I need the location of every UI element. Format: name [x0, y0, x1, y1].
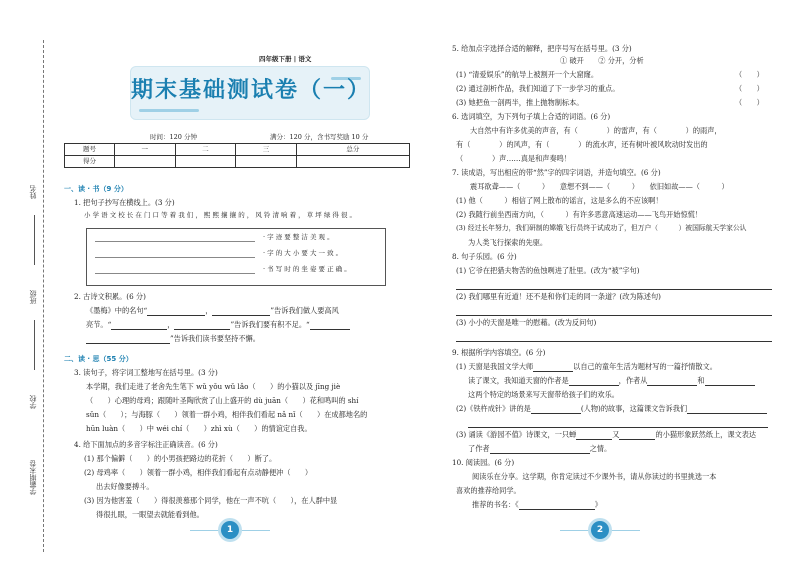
- banner-decoration: [139, 109, 199, 112]
- question-text: (3) 因为他害羞（ ）得很羡慕那个同学，他在一声不吭（ ），在人群中显: [84, 496, 338, 505]
- text: ，: [167, 320, 175, 329]
- text: 读了课文，我知道天窗的作者是: [468, 376, 569, 385]
- score-info: 满分：120 分，含书写奖励 10 分: [270, 133, 369, 141]
- question-6: 6. 选词填空，为下列句子填上合适的词语。(6 分): [452, 112, 611, 121]
- question-text: [468, 376, 755, 386]
- answer-paren[interactable]: （ ）: [735, 84, 764, 93]
- answer-blank[interactable]: [647, 378, 697, 386]
- question-text: [456, 430, 756, 440]
- text: 推荐的书名：《: [472, 500, 519, 509]
- question-text: (2) 通过剖析作品，我们知道了下一步学习的重点。: [456, 84, 620, 93]
- text: 《墨梅》中的名句“: [86, 306, 148, 315]
- page-title: 期末基础测试卷（一）: [131, 78, 372, 103]
- question-text: (2) 母鸡率（ ）领着一群小鸡，相伴我们看起有点动静便冲（ ）: [84, 468, 313, 477]
- question-text: 大自然中有许多优美的声音，有（ ）的雷声，有（ ）的雨声，: [470, 126, 722, 135]
- page-number-1: 1: [221, 521, 239, 539]
- question-5: 5. 给加点字选择合适的解释，把序号写在括号里。(3 分): [452, 44, 632, 53]
- question-text: 得很扎眼，一眼望去就能看到他。: [96, 510, 204, 519]
- time-info: 时间：120 分钟: [150, 133, 197, 141]
- answer-blank[interactable]: [705, 378, 755, 386]
- section-heading: 一、读 · 书（9 分）: [64, 185, 128, 193]
- text: 和: [697, 376, 705, 385]
- question-text: 本学期，我们走进了老舍先生笔下 wǔ yǒu wǔ lǎo（ ）的小猫以及 jīng jiè: [86, 382, 341, 391]
- text: (人物)的故事，这篇课文告诉我们: [580, 404, 688, 413]
- question-text: [472, 500, 602, 510]
- text: 以自己的童年生活为题材写的一篇抒情散文。: [573, 362, 717, 371]
- table-row: [65, 156, 410, 168]
- question-8: 8. 句子乐园。(6 分): [452, 252, 517, 261]
- question-text: sǔn（ ）；与海豚（ ）领着一群小鸡，相伴我们看起 nǎ nǐ（ ）在成都地名的: [86, 410, 368, 419]
- answer-blank[interactable]: [619, 432, 655, 440]
- score-cell[interactable]: [115, 156, 176, 168]
- writing-line[interactable]: [95, 257, 255, 258]
- answer-blank[interactable]: [174, 322, 230, 330]
- question-text: (3) 小小的天窗是唯一的慰藉。(改为反问句): [456, 318, 597, 327]
- question-text: 这两个特定的场景来写天窗带给孩子们的欢乐。: [468, 390, 619, 399]
- score-table: [64, 143, 410, 168]
- answer-blank[interactable]: [531, 406, 581, 414]
- answer-paren[interactable]: （ ）: [735, 98, 764, 107]
- question-text: hūn luàn（ ）中 wéi chí（ ）zhì xù（ ）的情谊定自我。: [86, 424, 312, 433]
- text: 的小猫形象跃然纸上，课文表达: [655, 430, 757, 439]
- writing-line[interactable]: [95, 273, 255, 274]
- text: 了作者: [468, 444, 490, 453]
- question-text: 震耳欲聋——（ ） 意想不到——（ ） 依旧如故——（ ）: [470, 182, 729, 191]
- answer-line[interactable]: [456, 282, 772, 290]
- poem-line: [86, 334, 260, 344]
- text: 亮节。“: [86, 320, 112, 329]
- text: ”告诉我们做人要高风: [270, 306, 339, 315]
- text: ，作者从: [618, 376, 648, 385]
- question-text: [468, 444, 611, 454]
- class-label: 班级: [29, 290, 37, 304]
- page-number-2: 2: [591, 521, 609, 539]
- name-underline: [34, 215, 35, 265]
- answer-blank[interactable]: [212, 308, 270, 316]
- question-text: (3) 她把鱼一剖两半，推上抛物制标本。: [456, 98, 584, 107]
- table-row: [65, 144, 410, 156]
- text: ”告诉我们读书要坚持不懈。: [170, 334, 260, 343]
- question-text: 喜欢的推荐给同学。: [456, 486, 521, 495]
- score-cell[interactable]: [236, 156, 297, 168]
- question-text: 有（ ）的风声，有（ ）的流水声，还有树叶被风吹动时发出的: [456, 140, 708, 149]
- table-cell: 得分: [65, 156, 115, 168]
- section-heading: 二、读 · 思（55 分）: [64, 355, 133, 363]
- writing-box[interactable]: [86, 228, 386, 286]
- writing-line[interactable]: [95, 241, 255, 242]
- question-text: 阅读乐在分享。这学期，你肯定读过不少课外书，请从你读过的书里挑选一本: [472, 472, 717, 481]
- text: (2)《铁杵成针》讲的是: [456, 404, 531, 413]
- answer-blank[interactable]: [111, 322, 167, 330]
- name-label: 姓名: [29, 185, 37, 199]
- table-cell: 题号: [65, 144, 115, 156]
- options: ① 破开 ② 分开，分析: [560, 56, 644, 65]
- question-text: (1) “清爱娱乐”的航导上被割开一个大窟窿。: [456, 70, 599, 79]
- table-cell: 一: [115, 144, 176, 156]
- writing-tip: · 字 迹 要 整 洁 美 观 。: [263, 233, 334, 241]
- answer-blank[interactable]: [519, 502, 595, 510]
- question-text: (2) 我们哪里有近道！还不是和你们走的同一条道？(改为陈述句): [456, 292, 661, 301]
- copy-sentence: 小 学 语 文 校 长 在 门 口 等 着 我 们 ， 熙 熙 攘 攘 的 ， 风 铃 清 响 着 ， 草 坪 绿 得 很 。: [84, 211, 357, 219]
- question-7: 7. 读成语，写出相应的带“然”字的四字词语，并造句填空。(6 分): [452, 168, 661, 177]
- poem-line: [86, 320, 350, 330]
- text: 之情。: [589, 444, 612, 453]
- score-cell[interactable]: [175, 156, 236, 168]
- answer-blank[interactable]: [576, 432, 612, 440]
- cut-line: [43, 40, 44, 552]
- question-text: 出去好像要搏斗。: [96, 482, 154, 491]
- writing-tip: · 书 写 时 的 坐 姿 要 正 确 。: [263, 265, 351, 273]
- class-underline: [34, 320, 35, 370]
- answer-paren[interactable]: （ ）: [735, 70, 764, 79]
- question-text: (1) 它爷在把猎夫物苦的鱼蚀咧进了肚里。(改为“被”字句): [456, 266, 640, 275]
- answer-blank[interactable]: [490, 446, 590, 454]
- binding-strip: [0, 0, 58, 562]
- question-text: [456, 404, 767, 414]
- answer-blank[interactable]: [147, 308, 205, 316]
- school-label: 学校: [29, 395, 37, 409]
- text: 又: [612, 430, 620, 439]
- question-text: [456, 362, 717, 372]
- answer-blank[interactable]: [86, 336, 170, 344]
- answer-blank[interactable]: [687, 406, 767, 414]
- question-9: 9. 根据所学内容填空。(6 分): [452, 348, 546, 357]
- table-cell: 总分: [296, 144, 409, 156]
- question-3: 3. 读句子，将字词工整地写在括号里。(3 分): [74, 368, 218, 377]
- question-text: （ ）声……真是和声奏鸣！: [456, 154, 572, 163]
- unit-label: 学霸期末卷: [29, 460, 37, 495]
- score-cell[interactable]: [296, 156, 409, 168]
- answer-line[interactable]: [468, 420, 768, 428]
- answer-line[interactable]: [456, 308, 772, 316]
- poem-line: [86, 306, 339, 316]
- text: ”告诉我们要有积不足。“: [230, 320, 310, 329]
- answer-line[interactable]: [456, 334, 772, 342]
- text: ，: [205, 306, 213, 315]
- writing-tip: · 字 的 大 小 要 大 一 致 。: [263, 249, 343, 257]
- grade-label: 四年级下册 | 语文: [259, 55, 312, 63]
- answer-blank[interactable]: [569, 378, 619, 386]
- question-4: 4. 给下面加点的多音字标注正确读音。(6 分): [74, 440, 218, 449]
- question-10: 10. 阅读园。(6 分): [452, 458, 515, 467]
- question-text: （ ）心理的母鸡；跟随叶圣陶欣赏了山上盛开的 dù juān（ ）花和鸣叫的 shí: [86, 396, 359, 405]
- question-text: (1) 那个偏僻（ ）的小男孩把路边的花折（ ）断了。: [84, 454, 277, 463]
- table-cell: 三: [236, 144, 297, 156]
- question-text: (1) 他（ ）相信了网上散布的谣言，这是多么的不应该啊！: [456, 196, 663, 205]
- text: (3) 诵读《游园不值》诗课文，一只蝉: [456, 430, 577, 439]
- question-2: 2. 古诗文积累。(6 分): [74, 292, 146, 301]
- table-cell: 二: [175, 144, 236, 156]
- answer-blank[interactable]: [310, 322, 350, 330]
- answer-blank[interactable]: [533, 364, 573, 372]
- question-text: (2) 我随行前坐西南方向，（ ）有许多恶意高速运动——飞鸟开始惊慌！: [456, 210, 703, 219]
- text: 》: [594, 500, 602, 509]
- question-1: 1. 把句子抄写在横线上。(3 分): [74, 198, 175, 207]
- text: (1) 天窗是我国文学大师: [456, 362, 534, 371]
- question-text: 为人类飞行探索的先驱。: [468, 238, 548, 247]
- question-text: (3) 经过长年努力，我们研制的嫦娥飞行员终于试成功了，但万户（ ）被国际航天学家公认: [456, 224, 747, 232]
- title-banner: [130, 66, 370, 120]
